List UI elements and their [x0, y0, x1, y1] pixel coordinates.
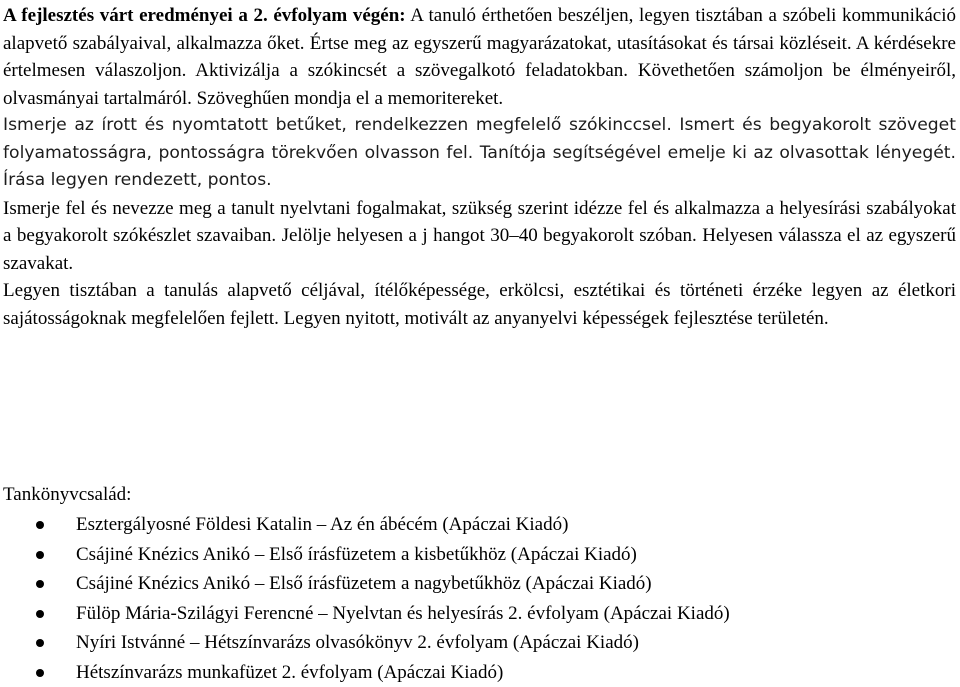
list-item-text: Csájiné Knézics Anikó – Első írásfüzetem a nagybetűkhöz (Apáczai Kiadó) [76, 573, 652, 594]
paragraph-text: Legyen tisztában a tanulás alapvető céljával, ítélőképessége, erkölcsi, esztétikai és történeti érzéke legyen az életkori sajátosságoknak megfelelően fejlett. Legyen nyitott, motivált az anyanyelvi képességek fejlesztése területén. [3, 280, 956, 329]
textbook-family-heading: Tankönyvcsalád: [3, 481, 131, 508]
bullet-icon [36, 551, 44, 559]
bullet-icon [36, 669, 44, 677]
paragraph-expected-results [3, 2, 956, 112]
list-item [0, 628, 950, 658]
list-item [0, 510, 950, 540]
bullet-icon [36, 639, 44, 647]
paragraph-grammar [3, 195, 956, 278]
paragraph-text: Ismerje fel és nevezze meg a tanult nyelvtani fogalmakat, szükség szerint idézze fel és alkalmazza a helyesírási szabályokat a begyakorolt szókészlet szavaiban. Jelölje helyesen a j hangot 30–40 begyakorolt szóban. Helyesen válassza el az egyszerű szavakat. [3, 198, 956, 274]
list-item [0, 569, 950, 599]
paragraph-text: Ismerje az írott és nyomtatott betűket, rendelkezzen megfelelő szókinccsel. Ismert és begyakorolt szöveget folyamatosságra, pontosságra törekvően olvasson fel. Tanítója segítségével emelje ki az olvasottak lényegét. Írása legyen rendezett, pontos. [3, 115, 956, 190]
list-item-text: Nyíri Istvánné – Hétszínvarázs olvasókönyv 2. évfolyam (Apáczai Kiadó) [76, 632, 639, 653]
list-item-text: Esztergályosné Földesi Katalin – Az én ábécém (Apáczai Kiadó) [76, 514, 568, 535]
textbook-list [0, 510, 950, 687]
bullet-icon [36, 610, 44, 618]
list-item [0, 599, 950, 629]
paragraph-reading-writing [3, 112, 956, 195]
list-item [0, 658, 950, 687]
paragraph-text: A tanuló érthetően beszéljen, legyen tisztában a szóbeli kommunikáció alapvető szabályaival, alkalmazza őket. Értse meg az egyszerű magyarázatokat, utasításokat és társai közléseit. A kérdésekre értelmesen válaszoljon. Aktivizálja a szókincsét a szövegalkotó feladatokban. Követhetően számoljon be élményeiről, olvasmányai tartalmáról. Szöveghűen mondja el a memoritereket. [3, 5, 956, 109]
list-item [0, 540, 950, 570]
list-item-text: Hétszínvarázs munkafüzet 2. évfolyam (Apáczai Kiadó) [76, 662, 503, 683]
paragraph-learning-goals [3, 277, 956, 332]
list-item-text: Csájiné Knézics Anikó – Első írásfüzetem a kisbetűkhöz (Apáczai Kiadó) [76, 544, 637, 565]
list-item-text: Fülöp Mária-Szilágyi Ferencné – Nyelvtan és helyesírás 2. évfolyam (Apáczai Kiadó) [76, 603, 730, 624]
bullet-icon [36, 580, 44, 588]
paragraph-heading: A fejlesztés várt eredményei a 2. évfolyam végén: [3, 5, 406, 26]
bullet-icon [36, 521, 44, 529]
